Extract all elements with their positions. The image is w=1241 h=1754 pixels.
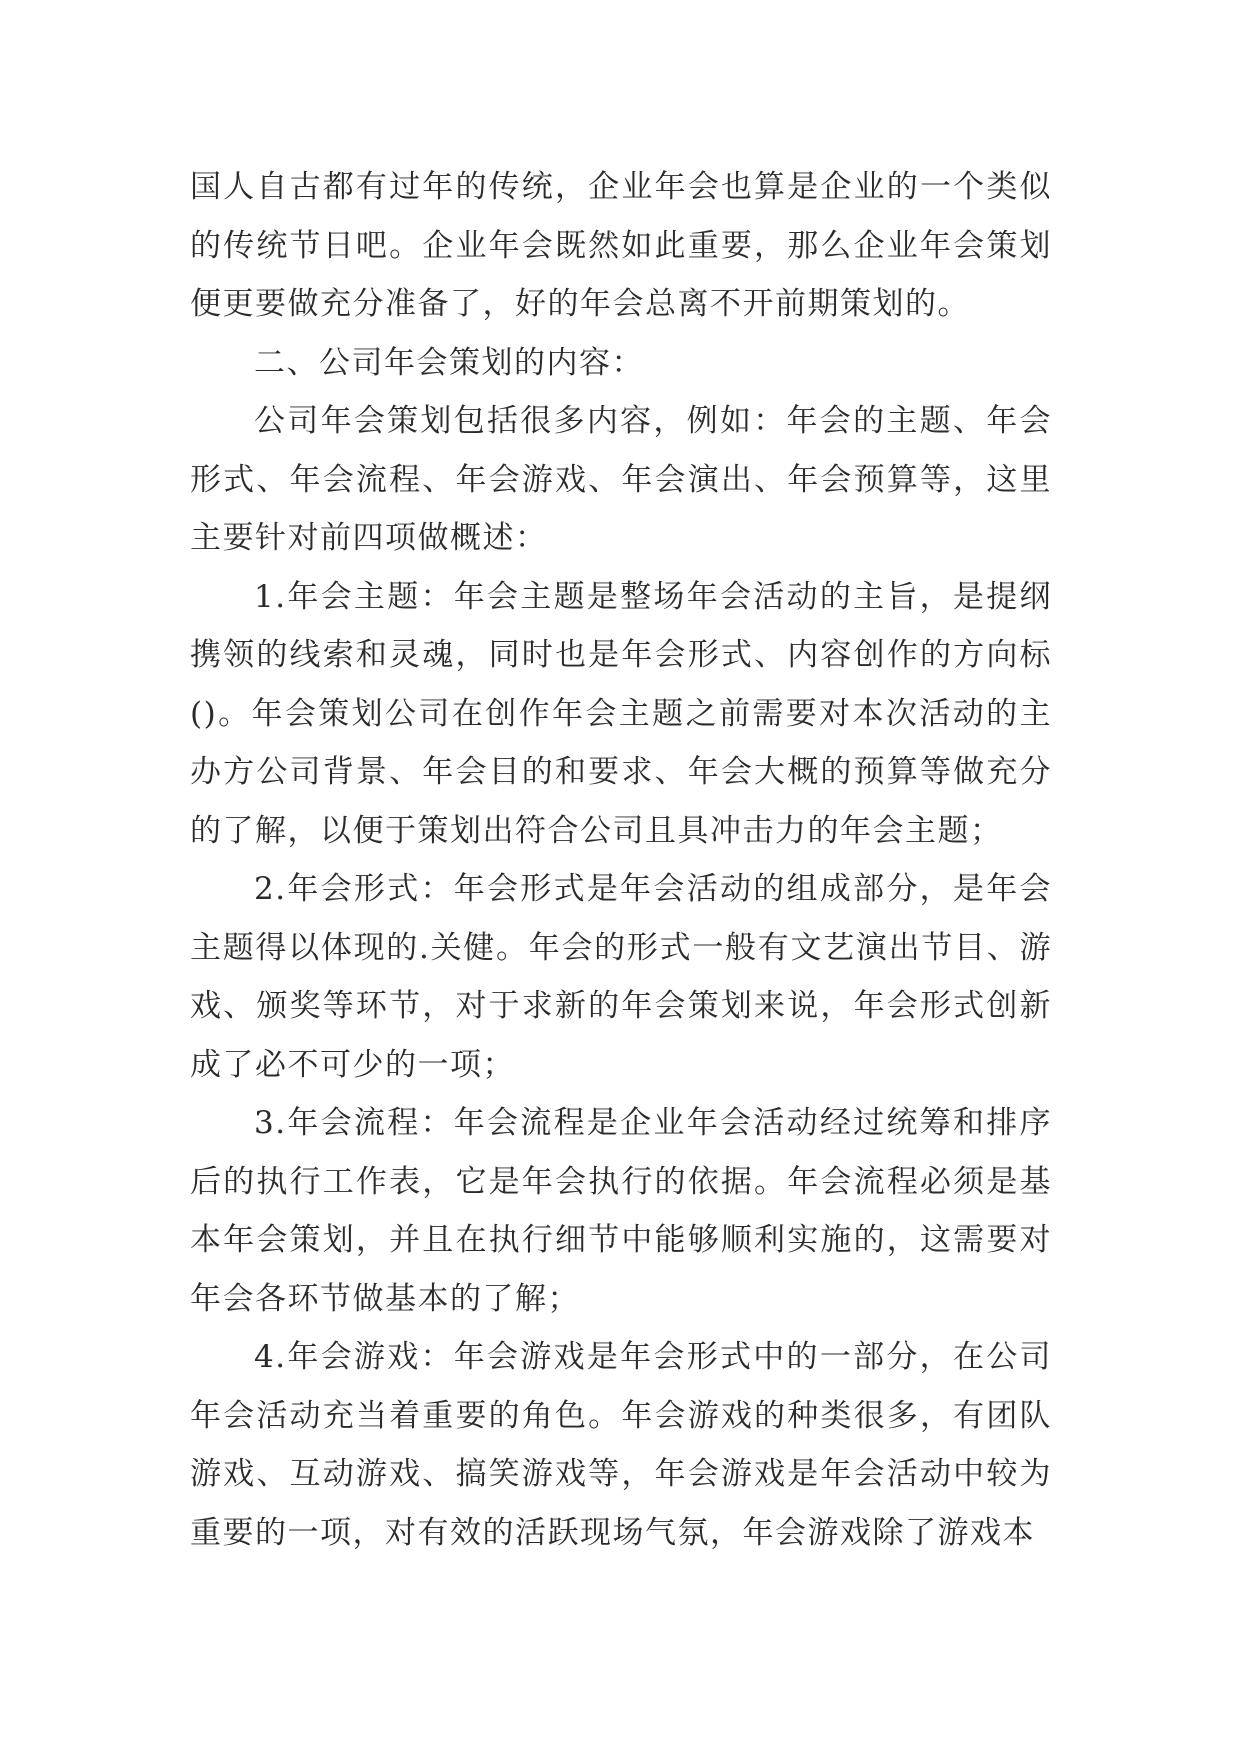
paragraph-item-format: 2.年会形式：年会形式是年会活动的组成部分，是年会主题得以体现的.关健。年会的形式一般有文艺演出节目、游戏、颁奖等环节，对于求新的年会策划来说，年会形式创新成了必不可少的一项； [190, 871, 1052, 1083]
paragraph-item-games: 4.年会游戏：年会游戏是年会形式中的一部分，在公司年会活动充当着重要的角色。年会游戏的种类很多，有团队游戏、互动游戏、搞笑游戏等，年会游戏是年会活动中较为重要的一项，对有效的活跃现场气氛，年会游戏除了游戏本 [190, 1339, 1052, 1551]
section-heading-contents: 二、公司年会策划的内容： [254, 344, 644, 381]
paragraph-overview: 公司年会策划包括很多内容，例如：年会的主题、年会形式、年会流程、年会游戏、年会演出、年会预算等，这里主要针对前四项做概述： [190, 403, 1052, 556]
paragraph-item-theme: 1.年会主题：年会主题是整场年会活动的主旨，是提纲携领的线索和灵魂，同时也是年会形式、内容创作的方向标()。年会策划公司在创作年会主题之前需要对本次活动的主办方公司背景、年会目的和要求、年会大概的预算等做充分的了解，以便于策划出符合公司且具冲击力的年会主题； [190, 578, 1052, 849]
document-body [190, 158, 1052, 1562]
paragraph-item-process: 3.年会流程：年会流程是企业年会活动经过统筹和排序后的执行工作表，它是年会执行的依据。年会流程必须是基本年会策划，并且在执行细节中能够顺利实施的，这需要对年会各环节做基本的了解； [190, 1105, 1052, 1317]
paragraph-intro: 国人自古都有过年的传统，企业年会也算是企业的一个类似的传统节日吧。企业年会既然如此重要，那么企业年会策划便更要做充分准备了，好的年会总离不开前期策划的。 [190, 169, 1052, 322]
